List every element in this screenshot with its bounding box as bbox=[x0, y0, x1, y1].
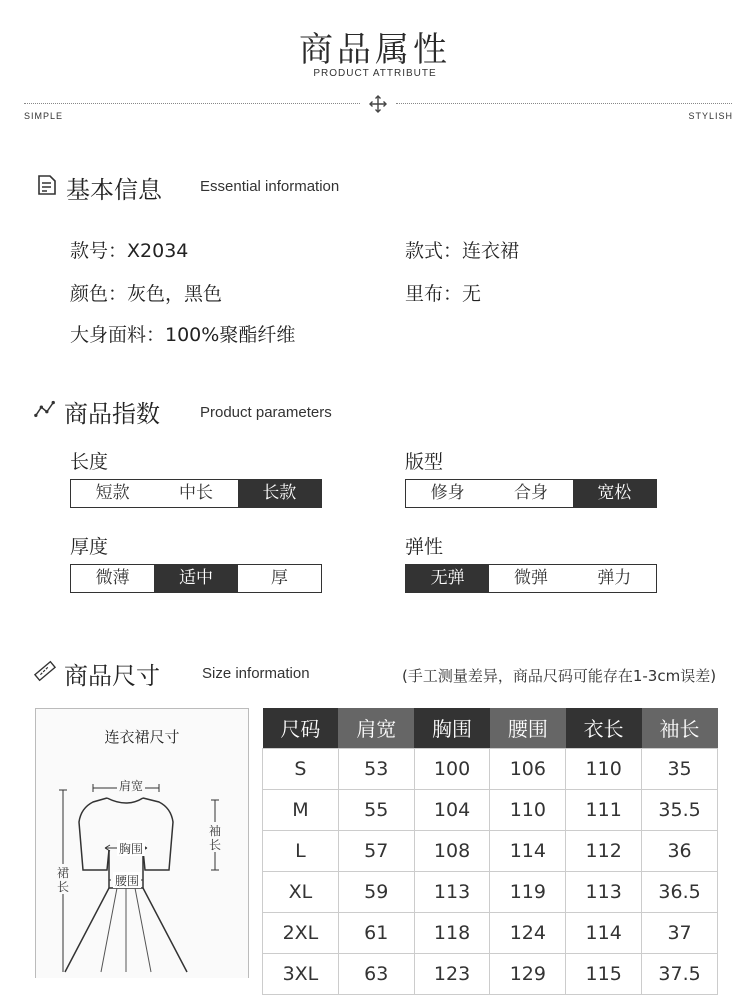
divider-right bbox=[396, 103, 732, 104]
table-row bbox=[263, 789, 718, 830]
label-skirt-2: 长 bbox=[56, 880, 70, 894]
table-cell: 112 bbox=[566, 830, 642, 871]
section-subtitle-params: Product parameters bbox=[200, 404, 332, 421]
table-cell: 3XL bbox=[263, 953, 339, 994]
column-header: 腰围 bbox=[490, 708, 566, 748]
param-option: 弹力 bbox=[597, 568, 632, 588]
table-cell: L bbox=[263, 830, 339, 871]
param-scale-length bbox=[70, 479, 322, 508]
table-cell: 37 bbox=[642, 912, 718, 953]
param-option: 短款 bbox=[95, 483, 130, 503]
table-row bbox=[263, 871, 718, 912]
info-fabric: 大身面料：100%聚酯纤维 bbox=[70, 324, 296, 346]
table-cell: 36.5 bbox=[642, 871, 718, 912]
info-color: 颜色：灰色，黑色 bbox=[70, 283, 223, 305]
section-title-params: 商品指数 bbox=[64, 400, 160, 428]
page-subtitle: PRODUCT ATTRIBUTE bbox=[313, 68, 437, 79]
corner-word-right: STYLISH bbox=[688, 111, 733, 121]
table-cell: 108 bbox=[414, 830, 490, 871]
param-scale-fit bbox=[405, 479, 657, 508]
cross-arrows-icon bbox=[369, 95, 387, 113]
column-header: 肩宽 bbox=[338, 708, 414, 748]
size-table bbox=[262, 708, 718, 995]
label-skirt-1: 裙 bbox=[56, 866, 70, 880]
table-cell: 114 bbox=[490, 830, 566, 871]
info-lining: 里布：无 bbox=[405, 283, 482, 305]
measurement-note: (手工测量差异，商品尺码可能存在1-3cm误差) bbox=[402, 667, 717, 685]
dress-diagram-title: 连衣裙尺寸 bbox=[104, 728, 180, 746]
param-label-fit: 版型 bbox=[405, 451, 444, 473]
table-cell: 114 bbox=[566, 912, 642, 953]
table-cell: 35 bbox=[642, 748, 718, 789]
param-option: 微薄 bbox=[95, 568, 130, 588]
table-cell: 59 bbox=[338, 871, 414, 912]
section-subtitle-basic: Essential information bbox=[200, 178, 340, 195]
param-option-selected: 适中 bbox=[154, 565, 237, 592]
param-option: 修身 bbox=[430, 483, 465, 503]
table-cell: 61 bbox=[338, 912, 414, 953]
column-header: 袖长 bbox=[642, 708, 718, 748]
table-row bbox=[263, 912, 718, 953]
param-option: 微弹 bbox=[513, 568, 548, 588]
param-label-thickness: 厚度 bbox=[70, 536, 109, 558]
column-header: 胸围 bbox=[414, 708, 490, 748]
table-cell: 118 bbox=[414, 912, 490, 953]
table-cell: 100 bbox=[414, 748, 490, 789]
section-title-basic: 基本信息 bbox=[66, 176, 162, 204]
param-option-selected: 宽松 bbox=[573, 480, 656, 507]
table-cell: 110 bbox=[566, 748, 642, 789]
section-title-size: 商品尺寸 bbox=[64, 662, 160, 690]
table-header-row bbox=[263, 708, 718, 748]
table-cell: M bbox=[263, 789, 339, 830]
column-header: 衣长 bbox=[566, 708, 642, 748]
table-cell: 113 bbox=[414, 871, 490, 912]
info-style: 款式：连衣裙 bbox=[405, 240, 520, 262]
table-cell: 63 bbox=[338, 953, 414, 994]
table-cell: 129 bbox=[490, 953, 566, 994]
table-cell: 124 bbox=[490, 912, 566, 953]
line-chart-icon bbox=[34, 398, 56, 420]
param-option: 厚 bbox=[270, 568, 288, 588]
label-shoulder: 肩宽 bbox=[118, 779, 144, 793]
table-row bbox=[263, 830, 718, 871]
column-header: 尺码 bbox=[263, 708, 339, 748]
param-label-elasticity: 弹性 bbox=[405, 536, 444, 558]
table-cell: 55 bbox=[338, 789, 414, 830]
table-cell: 36 bbox=[642, 830, 718, 871]
param-option-selected: 无弹 bbox=[406, 565, 489, 592]
table-cell: 35.5 bbox=[642, 789, 718, 830]
label-waist: 腰围 bbox=[114, 874, 140, 888]
table-row bbox=[263, 953, 718, 994]
table-cell: 123 bbox=[414, 953, 490, 994]
table-cell: 119 bbox=[490, 871, 566, 912]
table-row bbox=[263, 748, 718, 789]
divider-left bbox=[24, 103, 360, 104]
table-cell: 106 bbox=[490, 748, 566, 789]
info-style-no: 款号：X2034 bbox=[70, 240, 189, 262]
label-chest: 胸围 bbox=[118, 842, 144, 856]
corner-word-left: SIMPLE bbox=[24, 111, 64, 121]
ruler-icon bbox=[34, 660, 56, 682]
table-cell: 104 bbox=[414, 789, 490, 830]
param-label-length: 长度 bbox=[70, 451, 109, 473]
table-cell: 53 bbox=[338, 748, 414, 789]
table-cell: 2XL bbox=[263, 912, 339, 953]
section-subtitle-size: Size information bbox=[202, 665, 310, 682]
table-cell: XL bbox=[263, 871, 339, 912]
param-option: 合身 bbox=[513, 483, 548, 503]
table-cell: 113 bbox=[566, 871, 642, 912]
table-cell: 37.5 bbox=[642, 953, 718, 994]
table-cell: S bbox=[263, 748, 339, 789]
param-scale-elasticity bbox=[405, 564, 657, 593]
label-sleeve-2: 长 bbox=[208, 838, 222, 852]
table-cell: 110 bbox=[490, 789, 566, 830]
table-cell: 57 bbox=[338, 830, 414, 871]
label-sleeve-1: 袖 bbox=[208, 824, 222, 838]
param-option-selected: 长款 bbox=[238, 480, 321, 507]
table-cell: 115 bbox=[566, 953, 642, 994]
table-cell: 111 bbox=[566, 789, 642, 830]
page-title: 商品属性 bbox=[299, 30, 451, 70]
dress-illustration bbox=[35, 760, 249, 972]
param-scale-thickness bbox=[70, 564, 322, 593]
param-option: 中长 bbox=[178, 483, 213, 503]
document-icon bbox=[36, 174, 58, 196]
